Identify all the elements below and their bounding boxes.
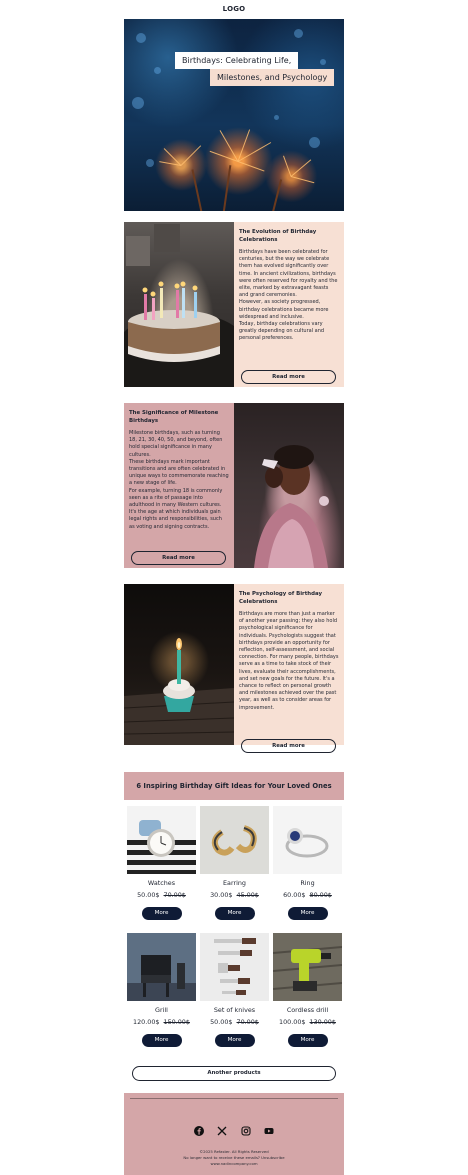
hero-image xyxy=(124,19,344,211)
unsubscribe-link[interactable]: No longer want to receive these emails? Unsubscribe xyxy=(183,1155,285,1160)
grill-image xyxy=(127,933,196,1001)
cake-candles-photo xyxy=(124,222,234,387)
product-price: 50.00$ 70.00$ xyxy=(137,891,186,899)
footer-divider xyxy=(130,1098,338,1099)
article-text-panel xyxy=(234,584,344,749)
more-button[interactable]: More xyxy=(142,907,182,920)
hero-title-line1: Birthdays: Celebrating Life, xyxy=(175,52,298,69)
youtube-icon[interactable] xyxy=(264,1126,274,1136)
product-name: Earring xyxy=(223,879,246,887)
product-card xyxy=(127,933,196,1047)
read-more-button[interactable]: Read more xyxy=(241,370,336,384)
product-price: 50.00$ 70.00$ xyxy=(210,1018,259,1026)
product-old-price: 80.00$ xyxy=(309,891,332,899)
logo[interactable]: LOGO xyxy=(222,5,246,13)
celebrating-woman-photo xyxy=(234,403,344,568)
x-icon[interactable] xyxy=(217,1126,227,1136)
product-name: Ring xyxy=(300,879,315,887)
product-card xyxy=(200,806,269,920)
ring-image xyxy=(273,806,342,874)
facebook-icon[interactable] xyxy=(194,1126,204,1136)
article-title: The Significance of Milestone Birthdays xyxy=(129,410,219,424)
article-body: Milestone birthdays, such as turning 18, 21, 30, 40, 50, and beyond, often hold special significance in many cultures. These birthdays mark important transitions and are often celebrated in unique ways to commemorate reaching a new stage of life. For example, turning 18 is commonly seen as a rite of passage into adulthood in many Western cultures. It's the age at which individuals gain legal rights and responsibilities, such as voting and signing contracts. xyxy=(129,430,229,530)
more-button[interactable]: More xyxy=(215,1034,255,1047)
product-name: Grill xyxy=(155,1006,168,1014)
product-old-price: 130.00$ xyxy=(309,1018,336,1026)
hero-title-line2: Milestones, and Psychology xyxy=(210,69,334,86)
product-card xyxy=(273,933,342,1047)
read-more-button[interactable]: Read more xyxy=(131,551,226,565)
watch-image xyxy=(127,806,196,874)
gift-ideas-heading: 6 Inspiring Birthday Gift Ideas for Your Loved Ones xyxy=(124,772,344,800)
more-button[interactable]: More xyxy=(215,907,255,920)
product-old-price: 70.00$ xyxy=(236,1018,259,1026)
article-body: Birthdays are more than just a marker of another year passing; they also hold psychological significance for individuals. Psychologists suggest that birthdays provide an opportunity for reflection, self-assessment, and social connection. For many people, birthdays serve as a time to take stock of their lives, evaluate their accomplishments, and set new goals for the future. It's a chance to reflect on personal growth and milestones achieved over the past year, as well as to consider areas for improvement. xyxy=(239,611,339,711)
another-products-button[interactable]: Another products xyxy=(132,1066,336,1081)
article-evolution xyxy=(124,222,344,387)
article-milestones xyxy=(124,403,344,568)
product-name: Watches xyxy=(147,879,176,887)
product-price: 120.00$ 150.00$ xyxy=(133,1018,190,1026)
knives-image xyxy=(200,933,269,1001)
read-more-button[interactable]: Read more xyxy=(241,739,336,753)
cupcake-candle-photo xyxy=(124,584,234,745)
product-card xyxy=(273,806,342,920)
more-button[interactable]: More xyxy=(288,907,328,920)
product-card xyxy=(200,933,269,1047)
product-price: 100.00$ 130.00$ xyxy=(279,1018,336,1026)
article-title: The Evolution of Birthday Celebrations xyxy=(239,229,317,243)
more-button[interactable]: More xyxy=(142,1034,182,1047)
cordless-drill-image xyxy=(273,933,342,1001)
article-psychology xyxy=(124,584,344,749)
product-name: Set of knives xyxy=(213,1006,256,1014)
footer xyxy=(124,1093,344,1175)
product-old-price: 45.00$ xyxy=(236,891,259,899)
article-title: The Psychology of Birthday Celebrations xyxy=(239,591,322,605)
product-old-price: 150.00$ xyxy=(163,1018,190,1026)
earring-image xyxy=(200,806,269,874)
copyright-text: ©2025 Refaster. All Rights Reserved xyxy=(199,1149,269,1154)
product-name: Cordless drill xyxy=(286,1006,329,1014)
product-price: 30.00$ 45.00$ xyxy=(210,891,259,899)
product-old-price: 70.00$ xyxy=(163,891,186,899)
article-text-panel xyxy=(124,403,234,568)
social-links xyxy=(124,1120,344,1139)
article-body: Birthdays have been celebrated for centuries, but the way we celebrate them has evolved significantly over time. In ancient civilizations, birthdays were often reserved for royalty and the elite, marked by extravagant feasts and grand ceremonies. However, as society progressed, birthday celebrations became more widespread and inclusive. Today, birthday celebrations vary greatly depending on cultural and personal preferences. xyxy=(239,249,338,342)
more-button[interactable]: More xyxy=(288,1034,328,1047)
website-link[interactable]: www.nadincompany.com xyxy=(210,1161,258,1166)
product-price: 60.00$ 80.00$ xyxy=(283,891,332,899)
article-text-panel xyxy=(234,222,344,387)
instagram-icon[interactable] xyxy=(241,1126,251,1136)
product-card xyxy=(127,806,196,920)
